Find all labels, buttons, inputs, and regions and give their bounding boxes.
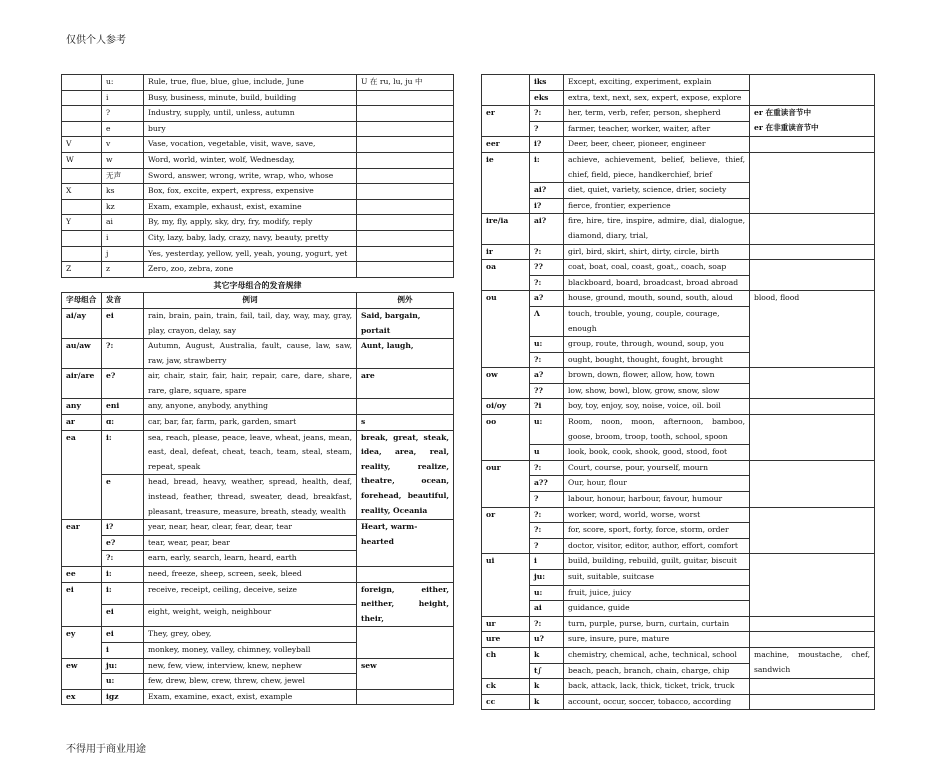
header-examples: 例词: [144, 293, 357, 309]
note-cell: U 在 ru, lu, ju 中: [357, 75, 454, 91]
letter-cell: [62, 168, 102, 184]
note-cell: [357, 199, 454, 215]
sound-cell: ??: [530, 383, 564, 399]
note-cell: [357, 246, 454, 262]
table-row: [62, 215, 454, 231]
exceptions-cell: [750, 214, 875, 244]
sound-cell: u:: [102, 674, 144, 690]
combo-cell: ur: [482, 616, 530, 632]
exceptions-cell: [357, 627, 454, 658]
combo-cell: ire/ia: [482, 214, 530, 244]
sound-cell: e?: [102, 535, 144, 551]
header-sound: 发音: [102, 293, 144, 309]
combo-cell: oo: [482, 415, 530, 461]
examples-cell: Industry, supply, until, unless, autumn: [144, 106, 357, 122]
table-row: [482, 679, 875, 695]
note-cell: [357, 121, 454, 137]
combo-cell: ey: [62, 627, 102, 658]
combo-cell: ear: [62, 520, 102, 567]
sound-cell: u:: [102, 75, 144, 91]
examples-cell: Autumn, August, Australia, fault, cause, law, saw, raw, jaw, strawberry: [144, 339, 357, 369]
right-phonics-table: [481, 74, 875, 710]
examples-cell: head, bread, heavy, weather, spread, health, deaf, instead, feather, thread, sweater, dead, breakfast, pleasant, treasure, measure, breath, steady, wealth: [144, 475, 357, 520]
combo-cell: or: [482, 507, 530, 554]
exceptions-cell: s: [357, 415, 454, 431]
sound-cell: iks: [530, 75, 564, 91]
letter-cell: X: [62, 184, 102, 200]
sound-cell: ?: [530, 492, 564, 508]
combo-cell: ow: [482, 368, 530, 399]
combo-cell: ou: [482, 291, 530, 368]
combo-cell: any: [62, 399, 102, 415]
examples-cell: touch, trouble, young, couple, courage, enough: [564, 306, 750, 336]
sound-cell: Λ: [530, 306, 564, 336]
examples-cell: receive, receipt, ceiling, deceive, seize: [144, 582, 357, 604]
letter-cell: W: [62, 152, 102, 168]
combo-cell: ea: [62, 430, 102, 520]
examples-cell: brown, down, flower, allow, how, town: [564, 368, 750, 384]
examples-cell: eight, weight, weigh, neighbour: [144, 604, 357, 626]
table-row: [482, 368, 875, 384]
sound-cell: i?: [102, 520, 144, 536]
note-cell: [357, 168, 454, 184]
combo-cell: ure: [482, 632, 530, 648]
exceptions-cell: foreign, either, neither, height, their,: [357, 582, 454, 627]
sound-cell: eni: [102, 399, 144, 415]
exceptions-cell: Aunt, laugh,: [357, 339, 454, 369]
combo-cell: cc: [482, 694, 530, 710]
examples-cell: achieve, achievement, belief, believe, thief, chief, field, piece, handkerchief, brief: [564, 152, 750, 182]
header-note: 仅供个人参考: [66, 35, 126, 46]
exceptions-cell: [750, 368, 875, 399]
examples-cell: diet, quiet, variety, science, drier, society: [564, 183, 750, 199]
sound-cell: u: [530, 445, 564, 461]
table-row: [62, 90, 454, 106]
examples-cell: Exam, examine, exact, exist, example: [144, 689, 357, 705]
sound-cell: t∫: [530, 663, 564, 679]
table-row: [482, 694, 875, 710]
exceptions-cell: [750, 399, 875, 415]
examples-cell: boy, toy, enjoy, soy, noise, voice, oil. boil: [564, 399, 750, 415]
table-row: [62, 106, 454, 122]
sound-cell: igz: [102, 689, 144, 705]
exceptions-cell: [750, 260, 875, 291]
sound-cell: e?: [102, 369, 144, 399]
sound-cell: i?: [530, 137, 564, 153]
exceptions-cell: are: [357, 369, 454, 399]
sound-cell: ei: [102, 308, 144, 338]
examples-cell: fierce, frontier, experience: [564, 198, 750, 214]
exceptions-cell: Said, bargain, portait: [357, 308, 454, 338]
exceptions-cell: [750, 632, 875, 648]
table-row: [482, 616, 875, 632]
examples-cell: rain, brain, pain, train, fail, tail, day, way, may, gray, play, crayon, delay, say: [144, 308, 357, 338]
sound-cell: i: [102, 230, 144, 246]
combo-cell: ui: [482, 554, 530, 616]
table-row: [482, 399, 875, 415]
table-row: [482, 291, 875, 307]
exceptions-cell: [750, 554, 875, 616]
sound-cell: ɑ:: [102, 415, 144, 431]
table-row: [62, 137, 454, 153]
sound-cell: z: [102, 262, 144, 278]
examples-cell: Sword, answer, wrong, write, wrap, who, whose: [144, 168, 357, 184]
left-phonics-table: [61, 74, 454, 705]
examples-cell: coat, boat, coal, coast, goat,, coach, soap: [564, 260, 750, 276]
combo-cell: oa: [482, 260, 530, 291]
sound-cell: 无声: [102, 168, 144, 184]
examples-cell: back, attack, lack, thick, ticket, trick, truck: [564, 679, 750, 695]
exceptions-cell: [357, 689, 454, 705]
examples-cell: bury: [144, 121, 357, 137]
sound-cell: a?: [530, 291, 564, 307]
examples-cell: girl, bird, skirt, shirt, dirty, circle, birth: [564, 244, 750, 260]
examples-cell: suit, suitable, suitcase: [564, 570, 750, 586]
combo-cell: ei: [62, 582, 102, 627]
table-row: [62, 152, 454, 168]
examples-cell: By, my, fly, apply, sky, dry, fry, modify, reply: [144, 215, 357, 231]
examples-cell: account, occur, soccer, tobacco, according: [564, 694, 750, 710]
examples-cell: new, few, view, interview, knew, nephew: [144, 658, 357, 674]
examples-cell: build, building, rebuild, guilt, guitar, biscuit: [564, 554, 750, 570]
examples-cell: earn, early, search, learn, heard, earth: [144, 551, 357, 567]
sound-cell: i:: [102, 582, 144, 604]
letter-cell: V: [62, 137, 102, 153]
combo-cell: [482, 75, 530, 106]
table-row: [62, 430, 454, 475]
examples-cell: Vase, vocation, vegetable, visit, wave, save,: [144, 137, 357, 153]
letter-cell: [62, 90, 102, 106]
table-row: [62, 627, 454, 643]
examples-cell: ought, bought, thought, fought, brought: [564, 352, 750, 368]
letter-cell: [62, 121, 102, 137]
section-title: 其它字母组合的发音规律: [213, 279, 302, 290]
sound-cell: ai?: [530, 214, 564, 244]
table-row: [482, 75, 875, 91]
sound-cell: ?:: [530, 106, 564, 122]
sound-cell: ?:: [102, 339, 144, 369]
letter-cell: Y: [62, 215, 102, 231]
exceptions-cell: [750, 507, 875, 554]
examples-cell: They, grey, obey,: [144, 627, 357, 643]
table-row: [482, 415, 875, 445]
examples-cell: few, drew, blew, crew, threw, chew, jewel: [144, 674, 357, 690]
table-row: [62, 658, 454, 674]
examples-cell: Word, world, winter, wolf, Wednesday,: [144, 152, 357, 168]
combo-cell: ew: [62, 658, 102, 689]
sound-cell: ?: [530, 121, 564, 137]
sound-cell: ai?: [530, 183, 564, 199]
examples-cell: Yes, yesterday, yellow, yell, yeah, young, yogurt, yet: [144, 246, 357, 262]
exceptions-cell: break, great, steak, idea, area, real, reality, realize, theatre, ocean, forehead, beautiful, reality, Oceania: [357, 430, 454, 520]
sound-cell: ?:: [530, 244, 564, 260]
table-row: [62, 121, 454, 137]
table-row: [482, 152, 875, 182]
combo-cell: oi/oy: [482, 399, 530, 415]
combo-cell: au/aw: [62, 339, 102, 369]
sound-cell: ?:: [102, 551, 144, 567]
sound-cell: i:: [102, 567, 144, 583]
combo-cell: ir: [482, 244, 530, 260]
examples-cell: farmer, teacher, worker, waiter, after: [564, 121, 750, 137]
combo-cell: ai/ay: [62, 308, 102, 338]
examples-cell: need, freeze, sheep, screen, seek, bleed: [144, 567, 357, 583]
combo-cell: our: [482, 460, 530, 507]
examples-cell: for, score, sport, forty, force, storm, order: [564, 523, 750, 539]
letter-cell: [62, 199, 102, 215]
exceptions-cell: [750, 244, 875, 260]
exceptions-cell: [750, 694, 875, 710]
examples-cell: blackboard, board, broadcast, broad abroad: [564, 275, 750, 291]
letter-cell: [62, 106, 102, 122]
sound-cell: e: [102, 475, 144, 520]
sound-cell: u:: [530, 337, 564, 353]
note-cell: [357, 262, 454, 278]
table-row: [62, 582, 454, 604]
sound-cell: i: [102, 90, 144, 106]
sound-cell: u:: [530, 585, 564, 601]
table-row: [62, 199, 454, 215]
combo-cell: eer: [482, 137, 530, 153]
table-row: [482, 106, 875, 122]
table-row: [62, 75, 454, 91]
table-row: [482, 137, 875, 153]
examples-cell: group, route, through, wound, soup, you: [564, 337, 750, 353]
examples-cell: any, anyone, anybody, anything: [144, 399, 357, 415]
note-cell: [357, 90, 454, 106]
table-row: [482, 554, 875, 570]
examples-cell: turn, purple, purse, burn, curtain, curtain: [564, 616, 750, 632]
examples-cell: fire, hire, tire, inspire, admire, dial, dialogue, diamond, diary, trial,: [564, 214, 750, 244]
sound-cell: a??: [530, 476, 564, 492]
examples-cell: chemistry, chemical, ache, technical, school: [564, 647, 750, 663]
exceptions-cell: [750, 152, 875, 213]
sound-cell: ?: [102, 106, 144, 122]
exceptions-cell: [750, 679, 875, 695]
sound-cell: u?: [530, 632, 564, 648]
exceptions-cell: [750, 137, 875, 153]
header-combo: 字母组合: [62, 293, 102, 309]
letter-cell: [62, 246, 102, 262]
exceptions-cell: [750, 616, 875, 632]
combo-cell: air/are: [62, 369, 102, 399]
header-exceptions: 例外: [357, 293, 454, 309]
table-row: [482, 244, 875, 260]
table-row: [482, 632, 875, 648]
examples-cell: sure, insure, pure, mature: [564, 632, 750, 648]
examples-cell: year, near, hear, clear, fear, dear, tear: [144, 520, 357, 536]
sound-cell: a?: [530, 368, 564, 384]
table-row: [62, 399, 454, 415]
table-row: [62, 246, 454, 262]
examples-cell: Exam, example, exhaust, exist, examine: [144, 199, 357, 215]
examples-cell: Zero, zoo, zebra, zone: [144, 262, 357, 278]
exceptions-cell: [750, 460, 875, 507]
table-row: [62, 262, 454, 278]
table-row: [482, 260, 875, 276]
sound-cell: ?:: [530, 352, 564, 368]
examples-cell: worker, word, world, worse, worst: [564, 507, 750, 523]
examples-cell: monkey, money, valley, chimney, volleyball: [144, 642, 357, 658]
table-row: [62, 689, 454, 705]
table-row: [62, 567, 454, 583]
sound-cell: i:: [102, 430, 144, 475]
sound-cell: i?: [530, 198, 564, 214]
examples-cell: doctor, visitor, editor, author, effort, comfort: [564, 538, 750, 554]
examples-cell: Deer, beer, cheer, pioneer, engineer: [564, 137, 750, 153]
sound-cell: e: [102, 121, 144, 137]
letter-cell: Z: [62, 262, 102, 278]
combo-cell: ee: [62, 567, 102, 583]
examples-cell: Room, noon, moon, afternoon, bamboo, goose, broom, troop, tooth, school, spoon: [564, 415, 750, 445]
note-cell: [357, 106, 454, 122]
exceptions-cell: sew: [357, 658, 454, 689]
sound-cell: ks: [102, 184, 144, 200]
exceptions-cell: er 在重读音节中 er 在非重读音节中: [750, 106, 875, 137]
examples-cell: car, bar, far, farm, park, garden, smart: [144, 415, 357, 431]
sound-cell: ju:: [102, 658, 144, 674]
examples-cell: City, lazy, baby, lady, crazy, navy, beauty, pretty: [144, 230, 357, 246]
examples-cell: Except, exciting, experiment, explain: [564, 75, 750, 91]
combo-cell: ch: [482, 647, 530, 678]
examples-cell: guidance, guide: [564, 601, 750, 617]
footer-note: 不得用于商业用途: [66, 744, 146, 755]
combo-cell: ck: [482, 679, 530, 695]
combo-cell: ie: [482, 152, 530, 213]
examples-cell: Court, course, pour, yourself, mourn: [564, 460, 750, 476]
combo-cell: er: [482, 106, 530, 137]
sound-cell: ei: [102, 627, 144, 643]
note-cell: [357, 152, 454, 168]
sound-cell: eks: [530, 90, 564, 106]
sound-cell: j: [102, 246, 144, 262]
sound-cell: k: [530, 694, 564, 710]
combo-cell: ar: [62, 415, 102, 431]
table-row: [482, 460, 875, 476]
sound-cell: k: [530, 647, 564, 663]
table-row: [482, 214, 875, 244]
letter-cell: [62, 230, 102, 246]
exceptions-cell: Heart, warm-hearted: [357, 520, 454, 567]
sound-cell: w: [102, 152, 144, 168]
note-cell: [357, 184, 454, 200]
examples-cell: labour, honour, harbour, favour, humour: [564, 492, 750, 508]
sound-cell: u:: [530, 415, 564, 445]
table-row: [62, 184, 454, 200]
exceptions-cell: blood, flood: [750, 291, 875, 368]
sound-cell: ei: [102, 604, 144, 626]
examples-cell: house, ground, mouth, sound, south, aloud: [564, 291, 750, 307]
examples-cell: Our, hour, flour: [564, 476, 750, 492]
sound-cell: ai: [102, 215, 144, 231]
table-row: [62, 230, 454, 246]
examples-cell: extra, text, next, sex, expert, expose, explore: [564, 90, 750, 106]
exceptions-cell: machine, moustache, chef, sandwich: [750, 647, 875, 678]
examples-cell: low, show, bowl, blow, grow, snow, slow: [564, 383, 750, 399]
letter-cell: [62, 75, 102, 91]
examples-cell: tear, wear, pear, bear: [144, 535, 357, 551]
note-cell: [357, 137, 454, 153]
examples-cell: Rule, true, flue, blue, glue, include, June: [144, 75, 357, 91]
table-row: [62, 415, 454, 431]
sound-cell: ?:: [530, 523, 564, 539]
examples-cell: sea, reach, please, peace, leave, wheat, jeans, mean, east, deal, defeat, cheat, teach, team, steal, steam, repeat, speak: [144, 430, 357, 475]
examples-cell: Box, fox, excite, expert, express, expensive: [144, 184, 357, 200]
table-row: [62, 308, 454, 338]
sound-cell: i: [102, 642, 144, 658]
sound-cell: ??: [530, 260, 564, 276]
examples-cell: Busy, business, minute, build, building: [144, 90, 357, 106]
sound-cell: i:: [530, 152, 564, 182]
combo-cell: ex: [62, 689, 102, 705]
table-row: [62, 339, 454, 369]
exceptions-cell: [750, 75, 875, 106]
sound-cell: k: [530, 679, 564, 695]
exceptions-cell: [357, 567, 454, 583]
sound-cell: ?: [530, 538, 564, 554]
sound-cell: ?i: [530, 399, 564, 415]
examples-cell: fruit, juice, juicy: [564, 585, 750, 601]
examples-cell: beach, peach, branch, chain, charge, chip: [564, 663, 750, 679]
table-row: [482, 507, 875, 523]
sound-cell: ?:: [530, 460, 564, 476]
sound-cell: v: [102, 137, 144, 153]
table-row: [62, 520, 454, 536]
sound-cell: kz: [102, 199, 144, 215]
examples-cell: her, term, verb, refer, person, shepherd: [564, 106, 750, 122]
sound-cell: ju:: [530, 570, 564, 586]
sound-cell: ai: [530, 601, 564, 617]
note-cell: [357, 230, 454, 246]
sound-cell: ?:: [530, 507, 564, 523]
exceptions-cell: [750, 415, 875, 461]
table-row: [482, 647, 875, 663]
sound-cell: ?:: [530, 616, 564, 632]
examples-cell: look, book, cook, shook, good, stood, foot: [564, 445, 750, 461]
table-row: [62, 369, 454, 399]
note-cell: [357, 215, 454, 231]
sound-cell: i: [530, 554, 564, 570]
sound-cell: ?:: [530, 275, 564, 291]
examples-cell: air, chair, stair, fair, hair, repair, care, dare, share, rare, glare, square, spare: [144, 369, 357, 399]
exceptions-cell: [357, 399, 454, 415]
table-row: [62, 168, 454, 184]
